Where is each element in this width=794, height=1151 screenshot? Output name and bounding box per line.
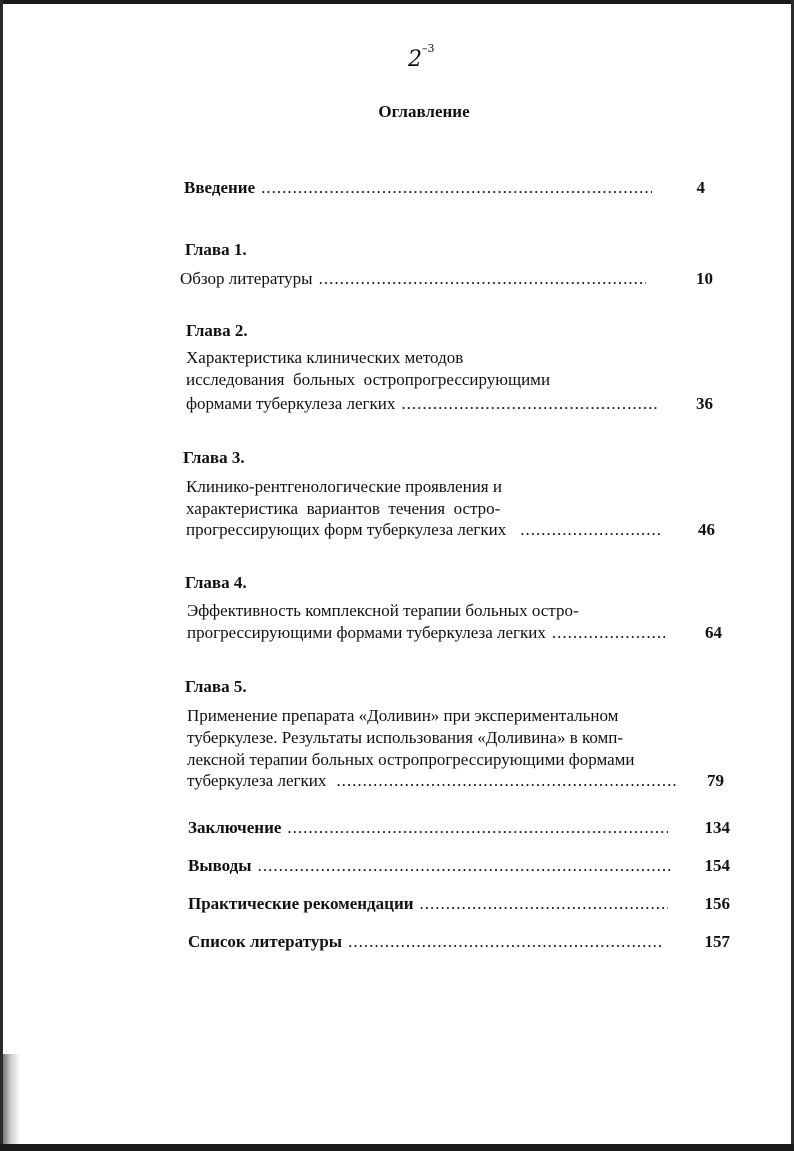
chapter-heading: Глава 1. <box>185 240 247 259</box>
leader-dots <box>552 623 665 643</box>
toc-page: 46 <box>698 520 715 539</box>
toc-page: 134 <box>704 818 730 837</box>
scan-shadow <box>3 1054 21 1144</box>
page-title: Оглавление <box>378 102 470 121</box>
toc-entry-findings <box>188 856 672 876</box>
toc-page: 154 <box>704 856 730 875</box>
toc-line: туберкулезе. Результаты использования «Доливина» в комп- <box>187 728 624 747</box>
scan-edge-bottom <box>0 1144 794 1151</box>
toc-label: Практические рекомендации <box>188 894 414 913</box>
toc-line: лексной терапии больных остропрогрессирующими формами <box>187 750 635 769</box>
toc-entry-recommendations <box>188 894 668 914</box>
toc-page: 79 <box>707 771 724 790</box>
leader-dots <box>336 771 679 791</box>
toc-entry-chapter-4-last <box>187 623 665 643</box>
leader-dots <box>287 818 668 838</box>
toc-page: 156 <box>704 894 730 913</box>
toc-label: формами туберкулеза легких <box>186 394 396 413</box>
toc-entry-chapter-3-last <box>186 520 660 540</box>
toc-label: Введение <box>184 178 256 197</box>
toc-page: 4 <box>696 178 705 197</box>
leader-dots <box>319 269 646 289</box>
leader-dots <box>261 178 652 198</box>
toc-entry-intro <box>184 178 652 198</box>
toc-line: Характеристика клинических методов <box>186 348 464 367</box>
leader-dots <box>520 520 660 540</box>
toc-entry-chapter-5-last <box>187 771 679 791</box>
chapter-heading: Глава 5. <box>185 677 247 696</box>
toc-entry-chapter-2 <box>186 347 686 391</box>
toc-label: Заключение <box>188 818 282 837</box>
toc-label: туберкулеза легких <box>187 771 327 790</box>
toc-label: Обзор литературы <box>180 269 313 288</box>
toc-page: 157 <box>704 932 730 951</box>
toc-label: прогрессирующими формами туберкулеза легких <box>187 623 546 642</box>
toc-label: Список литературы <box>188 932 343 951</box>
scan-edge-top <box>0 0 794 4</box>
toc-page: 36 <box>696 394 713 413</box>
toc-entry-chapter-5 <box>187 705 687 771</box>
chapter-heading: Глава 3. <box>183 448 245 467</box>
chapter-heading: Глава 4. <box>185 573 247 592</box>
toc-label: прогрессирующих форм туберкулеза легких <box>186 520 507 539</box>
handwritten-page-number: $2^{-3}$ <box>408 41 435 72</box>
toc-line: Применение препарата «Доливин» при экспериментальном <box>187 706 619 725</box>
toc-entry-chapter-2-last <box>186 394 658 414</box>
leader-dots <box>258 856 672 876</box>
toc-entry-conclusion <box>188 818 668 838</box>
toc-page: 10 <box>696 269 713 288</box>
chapter-heading: Глава 2. <box>186 321 248 340</box>
toc-line: Эффективность комплексной терапии больных остро- <box>187 601 579 620</box>
scan-edge-left <box>0 0 3 1151</box>
leader-dots <box>401 394 658 414</box>
toc-entry-bibliography <box>188 932 664 952</box>
toc-entry-chapter-4 <box>187 600 687 622</box>
leader-dots <box>420 894 668 914</box>
toc-entry-chapter-3 <box>186 476 686 520</box>
toc-label: Выводы <box>188 856 252 875</box>
leader-dots <box>348 932 664 952</box>
toc-line: Клинико-рентгенологические проявления и <box>186 477 502 496</box>
toc-page: 64 <box>705 623 722 642</box>
toc-line: исследования больных остропрогрессирующими <box>186 370 551 389</box>
toc-line: характеристика вариантов течения остро- <box>186 499 501 518</box>
toc-entry-chapter-1 <box>180 269 646 289</box>
